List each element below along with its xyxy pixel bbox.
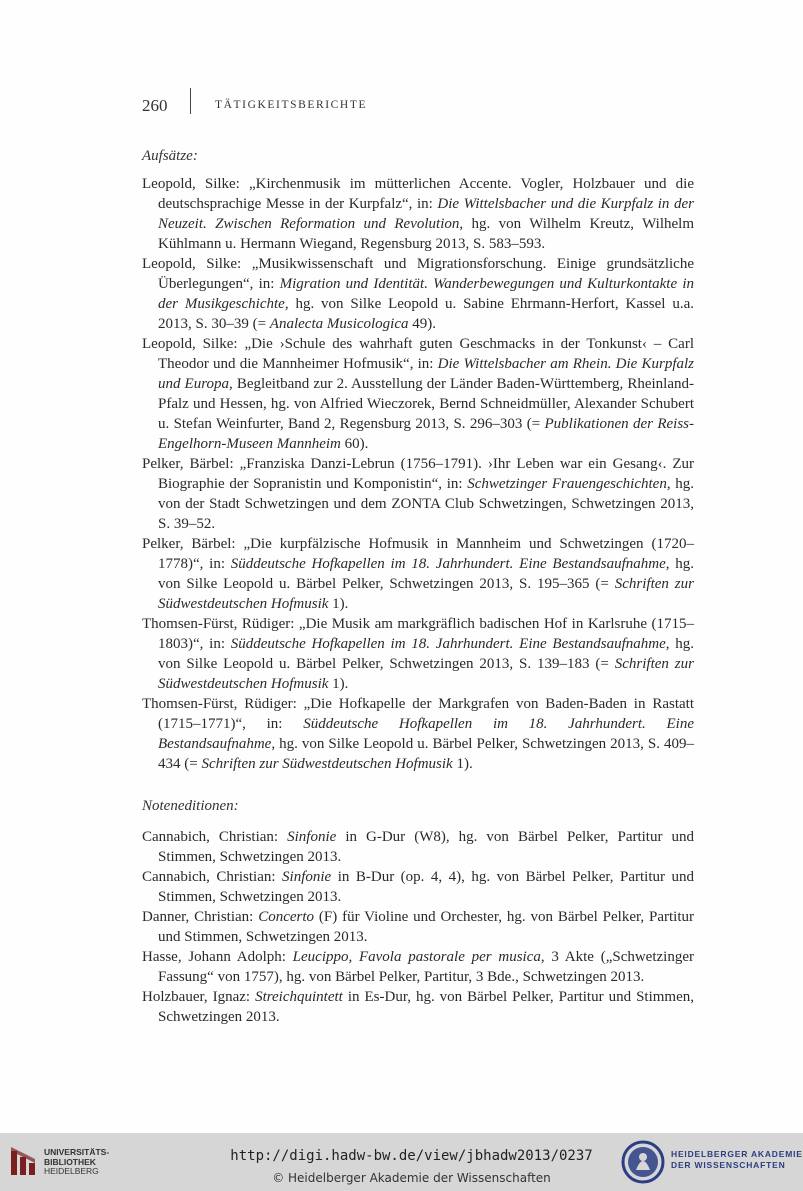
entry-text: Hasse, Johann Adolph: [142,949,293,965]
bibliography-entry [142,614,694,694]
university-library-logo-text[interactable]: UNIVERSITÄTS- BIBLIOTHEK HEIDELBERG [44,1147,110,1176]
entry-text: 49). [408,316,437,332]
academy-logo-text[interactable]: HEIDELBERGER AKADEMIE DER WISSENSCHAFTEN [671,1149,803,1170]
bibliography-entry [142,947,694,987]
footer-copyright: © Heidelberger Akademie der Wissenschaften [272,1171,551,1185]
entry-list-aufsaetze [142,174,694,774]
entry-text: 1). [452,756,473,772]
entry-title-italic: Schwetzinger Frauengeschichten [467,476,667,492]
bibliography-entry [142,454,694,534]
bibliography-entry [142,534,694,614]
entry-text: Leopold, Silke: „Kirchenmusik im mütterlichen Accente. Vogler, Holzbauer und die deutschsprachige Messe in der Kurpfalz“, in: [142,176,694,212]
entry-text: Thomsen-Fürst, Rüdiger: „Die Musik am markgräflich badischen Hof in Karlsruhe (1715–1803)“, in: [142,616,694,652]
entry-title-italic: Süddeutsche Hofkapellen im 18. Jahrhundert. Eine Bestandsaufnahme [230,636,666,652]
entry-title-italic: Publikationen der Reiss-Engelhorn-Museen Mannheim [158,416,694,452]
entry-text: in Es-Dur, hg. von Bärbel Pelker, Partitur und Stimmen, Schwetzingen 2013. [158,989,694,1025]
header-divider [190,88,191,114]
entry-title-italic: Süddeutsche Hofkapellen im 18. Jahrhundert. Eine Bestandsaufnahme [230,556,666,572]
entry-text: , 3 Akte („Schwetzinger Fassung“ von 1757), hg. von Bärbel Pelker, Partitur, 3 Bde., Schwetzingen 2013. [158,949,694,985]
entry-text: Thomsen-Fürst, Rüdiger: „Die Hofkapelle der Markgrafen von Baden-Baden in Rastatt (1715–1771)“, in: [142,696,694,732]
entry-text: Leopold, Silke: „Die ›Schule des wahrhaft guten Geschmacks in der Tonkunst‹ – Carl Theodor und die Mannheimer Hofmusik“, in: [142,336,694,372]
entry-text: Cannabich, Christian: [142,829,288,845]
entry-text: Pelker, Bärbel: „Franziska Danzi-Lebrun (1756–1791). ›Ihr Leben war ein Gesang‹. Zur Biographie der Sopranistin und Komponistin“, in: [142,456,694,492]
bibliography-entry [142,334,694,454]
entry-text: , hg. von der Stadt Schwetzingen und dem ZONTA Club Schwetzingen, Schwetzingen 2013, S. 39–52. [158,476,695,532]
entry-title-italic: Schriften zur Südwestdeutschen Hofmusik [158,656,694,692]
entry-text: 1). [328,596,349,612]
entry-title-italic: Schriften zur Südwestdeutschen Hofmusik [201,756,453,772]
bibliography-entry [142,907,694,947]
entry-text: 1). [328,676,349,692]
entry-title-italic: Sinfonie [287,829,337,845]
entry-text: in B-Dur (op. 4, 4), hg. von Bärbel Pelker, Partitur und Stimmen, Schwetzingen 2013. [158,869,695,905]
bibliography-entry [142,254,694,334]
entry-text: Pelker, Bärbel: „Die kurpfälzische Hofmusik in Mannheim und Schwetzingen (1720–1778)“, in: [142,536,694,572]
entry-title-italic: Analecta Musicologica [269,316,409,332]
entry-title-italic: Die Wittelsbacher und die Kurpfalz in der Neuzeit. Zwischen Reformation und Revolution [158,196,694,232]
entry-title-italic: Concerto [258,909,315,925]
bibliography-entry [142,694,694,774]
entry-text: Leopold, Silke: „Musikwissenschaft und Migrationsforschung. Einige grundsätzliche Überlegungen“, in: [142,256,694,292]
entry-text: , Begleitband zur 2. Ausstellung der Länder Baden-Württemberg, Rheinland-Pfalz und Hessen, hg. von Alfried Wieczorek, Bernd Schneidmüller, Alexander Schubert u. Stefan Weinfurter, Band 2, Regensburg 2013, S. 296–303 (= [158,376,694,432]
running-head: TÄTIGKEITSBERICHTE [215,99,368,111]
entry-title-italic: Migration und Identität. Wanderbewegungen und Kulturkontakte in der Musikgeschichte [158,276,694,312]
footer-url-link[interactable]: http://digi.hadw-bw.de/view/jbhadw2013/0237 [230,1148,593,1164]
section-title-noteneditionen: Noteneditionen: [142,798,239,814]
entry-text: 60). [340,436,369,452]
page-number: 260 [142,96,168,115]
bibliography-entry [142,867,694,907]
entry-title-italic: Sinfonie [282,869,332,885]
entry-text: , hg. von Silke Leopold u. Bärbel Pelker, Schwetzingen 2013, S. 409–434 (= [158,736,694,772]
entry-text: , hg. von Silke Leopold u. Sabine Ehrmann-Herfort, Kassel u.a. 2013, S. 30–39 (= [158,296,694,332]
entry-list-noteneditionen [142,827,694,1027]
academy-seal-icon[interactable] [621,1140,665,1184]
entry-text: , hg. von Silke Leopold u. Bärbel Pelker, Schwetzingen 2013, S. 195–365 (= [158,556,695,592]
entry-text: Cannabich, Christian: [142,869,283,885]
entry-title-italic: Süddeutsche Hofkapellen im 18. Jahrhundert. Eine Bestandsaufnahme [158,716,695,752]
entry-text: (F) für Violine und Orchester, hg. von Bärbel Pelker, Partitur und Stimmen, Schwetzingen 2013. [158,909,694,945]
entry-text: , hg. von Silke Leopold u. Bärbel Pelker, Schwetzingen 2013, S. 139–183 (= [158,636,695,672]
entry-title-italic: Leucippo, Favola pastorale per musica [292,949,541,965]
footer-bar [0,1133,803,1191]
entry-title-italic: Streichquintett [255,989,343,1005]
entry-title-italic: Schriften zur Südwestdeutschen Hofmusik [158,576,694,612]
entry-text: Holzbauer, Ignaz: [142,989,256,1005]
bibliography-entry [142,827,694,867]
entry-text: in G-Dur (W8), hg. von Bärbel Pelker, Partitur und Stimmen, Schwetzingen 2013. [158,829,694,865]
entry-title-italic: Die Wittelsbacher am Rhein. Die Kurpfalz und Europa [158,356,695,392]
entry-text: , hg. von Wilhelm Kreutz, Wilhelm Kühlmann u. Hermann Wiegand, Regensburg 2013, S. 583–593. [158,216,694,252]
bibliography-entry [142,174,694,254]
section-title-aufsaetze: Aufsätze: [142,148,198,164]
entry-text: Danner, Christian: [142,909,259,925]
bibliography-entry [142,987,694,1027]
